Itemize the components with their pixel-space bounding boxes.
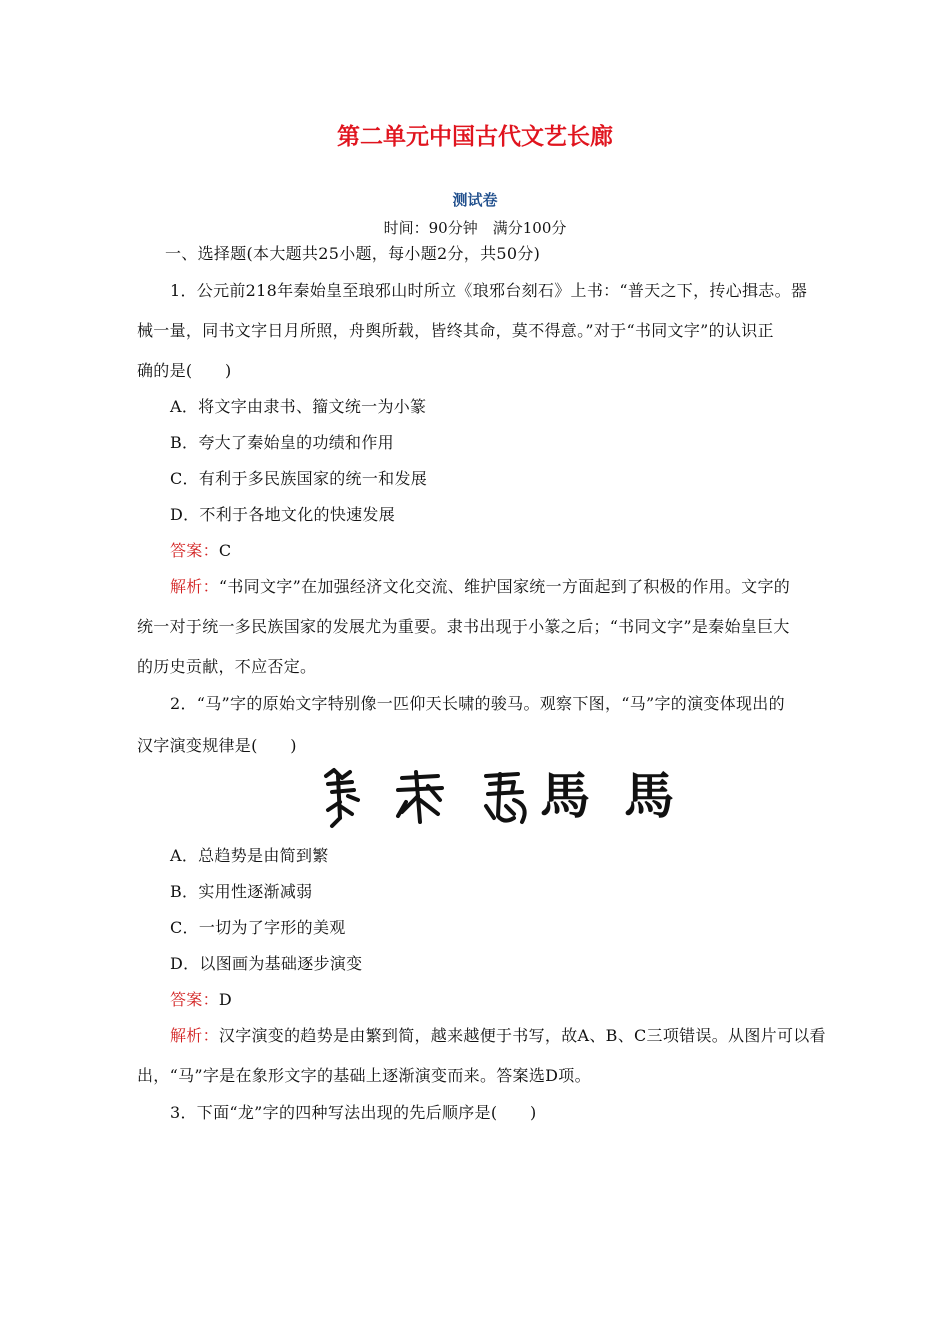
q1-stem-line: 确的是( ) — [137, 361, 232, 380]
q1-answer — [170, 541, 870, 561]
q2-answer — [170, 990, 870, 1010]
analysis-text: 汉字演变的趋势是由繁到简，越来越便于书写，故A、B、C三项错误。从图片可以看 — [218, 1026, 826, 1045]
q2-analysis-line — [170, 1026, 870, 1046]
document-subtitle: 测试卷 — [452, 191, 498, 209]
q2-analysis-line: 出，“马”字是在象形文字的基础上逐渐演变而来。答案选D项。 — [137, 1066, 591, 1085]
q1-analysis-line: 的历史贡献，不应否定。 — [137, 657, 317, 676]
regular-script-horse-glyph: 馬 — [624, 766, 674, 825]
q2-stem-line: 汉字演变规律是( ) — [137, 736, 297, 755]
clerical-script-horse-glyph: 馬 — [540, 766, 590, 825]
q2-stem-line: 2．“马”字的原始文字特别像一匹仰天长啸的骏马。观察下图，“马”字的演变体现出的 — [170, 694, 785, 713]
q2-option-a: A．总趋势是由简到繁 — [170, 846, 329, 865]
answer-value: C — [218, 541, 232, 560]
answer-value: D — [218, 990, 233, 1009]
q1-option-a: A．将文字由隶书、籀文统一为小篆 — [170, 397, 427, 416]
q2-option-b: B．实用性逐渐减弱 — [170, 882, 313, 901]
analysis-text: “书同文字”在加强经济文化交流、维护国家统一方面起到了积极的作用。文字的 — [218, 577, 791, 596]
document-title: 第二单元中国古代文艺长廊 — [337, 123, 613, 150]
time-info: 时间：90分钟 满分100分 — [383, 219, 567, 237]
q1-option-d: D．不利于各地文化的快速发展 — [170, 505, 396, 524]
q1-analysis-line — [170, 577, 870, 597]
bronze-inscription-horse-glyph — [398, 772, 442, 822]
horse-character-evolution-figure — [318, 766, 688, 830]
analysis-label: 解析： — [170, 577, 219, 596]
q1-stem-line: 械一量，同书文字日月所照，舟舆所载，皆终其命，莫不得意。”对于“书同文字”的认识正 — [137, 321, 774, 340]
answer-label: 答案： — [170, 541, 219, 560]
analysis-label: 解析： — [170, 1026, 219, 1045]
answer-label: 答案： — [170, 990, 219, 1009]
seal-script-horse-glyph — [486, 774, 525, 822]
q2-option-c: C．一切为了字形的美观 — [170, 918, 346, 937]
section-heading: 一、选择题(本大题共25小题，每小题2分，共50分) — [165, 244, 541, 263]
q1-option-b: B．夸大了秦始皇的功绩和作用 — [170, 433, 394, 452]
oracle-bone-horse-glyph — [326, 770, 358, 826]
q3-stem-line: 3．下面“龙”字的四种写法出现的先后顺序是( ) — [170, 1103, 537, 1122]
q1-stem-line: 1．公元前218年秦始皇至琅邪山时所立《琅邪台刻石》上书：“普天之下，抟心揖志。器 — [170, 281, 808, 300]
q1-analysis-line: 统一对于统一多民族国家的发展尤为重要。隶书出现于小篆之后；“书同文字”是秦始皇巨大 — [137, 617, 790, 636]
q2-option-d: D．以图画为基础逐步演变 — [170, 954, 363, 973]
q1-option-c: C．有利于多民族国家的统一和发展 — [170, 469, 428, 488]
